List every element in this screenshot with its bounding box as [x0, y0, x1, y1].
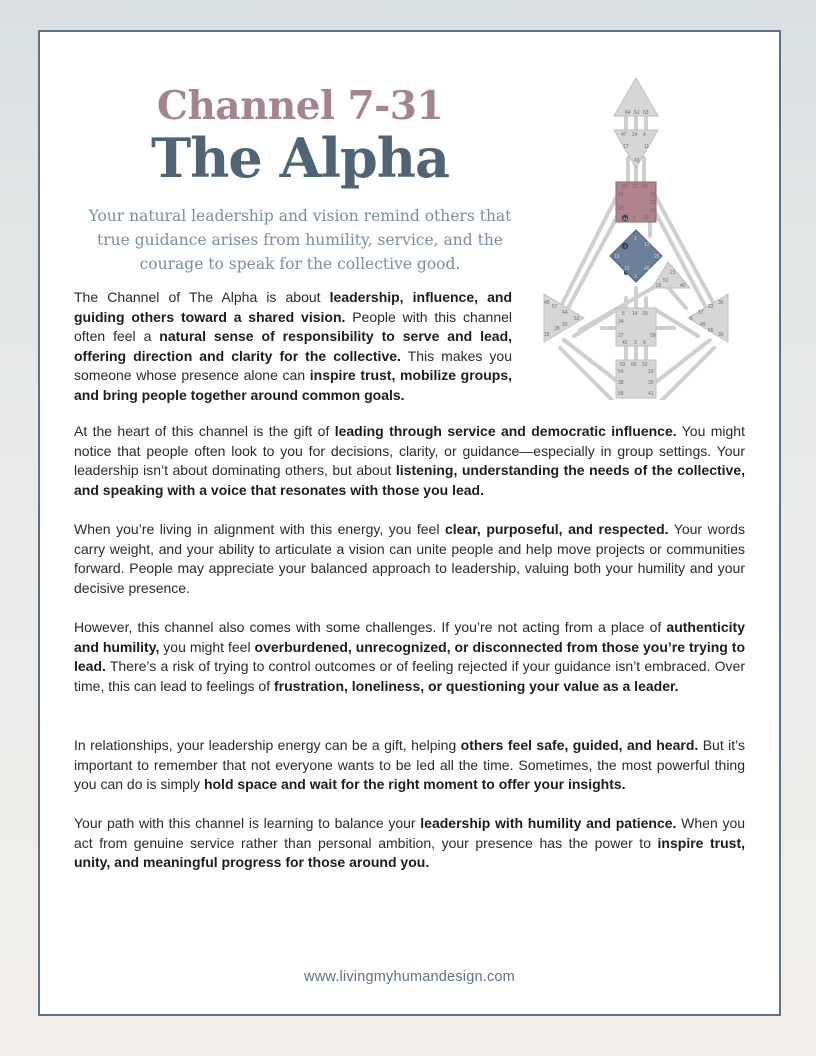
gate-label: 4 [643, 132, 646, 138]
body-text: The Channel of The Alpha is about [74, 289, 330, 305]
gate-label: 43 [634, 158, 640, 164]
paragraph-intro [74, 288, 512, 405]
gate-label: 64 [625, 110, 631, 116]
emphasis-text: leadership with humility and patience. [420, 815, 677, 831]
gate-label: 63 [643, 110, 649, 116]
body-text: But it’s important to remember that not everyone wants to be led all the time. Sometimes, the most powerful thing you can do is simply [74, 737, 745, 792]
paragraph-alignment [74, 520, 745, 598]
gate-label: 55 [708, 328, 714, 334]
gate-label: 6 [690, 316, 693, 322]
bodygraph-diagram [540, 78, 732, 400]
gate-label: 13 [644, 242, 650, 248]
emphasis-text: hold space and wait for the right moment to offer your insights. [203, 776, 626, 792]
emphasis-text: authenticity and humility, [74, 619, 745, 655]
emphasis-text: leading through service and democratic influence. [334, 423, 677, 439]
gate-label: 62 [622, 184, 628, 190]
emphasis-text: inspire trust, mobilize groups, and bring people together around common goals. [74, 367, 512, 403]
gate-label: 23 [632, 184, 638, 190]
gate-label: 29 [642, 311, 648, 317]
gate-label: 16 [618, 192, 624, 198]
body-text: You might notice that people often look to you for decisions, clarity, or guidance—especially in group settings. Your leadership isn’t about dominating others, but about [74, 423, 745, 478]
gate-label: 31 [623, 216, 628, 221]
emphasis-text: inspire trust, unity, and meaningful progress for those around you. [74, 834, 745, 870]
channel-name-title: The Alpha [150, 126, 450, 190]
body-text: In relationships, your leadership energy can be a gift, helping [74, 737, 461, 753]
body-text: Your words carry weight, and your ability to articulate a vision can unite people and help move projects or communities forward. People may appreciate your balanced approach to leadership, valuing both your humility and your decisive presence. [74, 521, 745, 596]
gate-label: 60 [631, 362, 637, 368]
gate-label: 27 [618, 333, 624, 339]
gate-label: 54 [618, 369, 624, 375]
body-text: Your path with this channel is learning to balance your [74, 815, 421, 831]
gate-label: 5 [622, 311, 625, 317]
gate-label: 7 [624, 244, 627, 249]
gate-label: 57 [552, 304, 558, 310]
gate-label: 18 [544, 332, 550, 338]
gate-label: 12 [650, 200, 656, 206]
gate-label: 2 [634, 274, 637, 280]
gate-label: 56 [642, 184, 648, 190]
gate-label: 26 [656, 283, 662, 289]
gate-label: 11 [644, 144, 650, 150]
gate-label: 25 [654, 254, 660, 260]
gate-label: 10 [614, 254, 620, 260]
paragraph-heart [74, 422, 745, 500]
gate-label: 48 [544, 300, 550, 306]
gate-label: 38 [618, 380, 624, 386]
gate-label: 33 [643, 215, 649, 221]
gate-label: 34 [618, 319, 624, 325]
gate-label: 22 [708, 304, 714, 310]
gate-label: 8 [633, 215, 636, 221]
gate-label: 49 [700, 322, 706, 328]
gate-label: 9 [643, 340, 646, 346]
gate-label: 61 [634, 110, 640, 116]
paragraph-path [74, 814, 745, 873]
emphasis-text: clear, purposeful, and respected. [444, 521, 669, 537]
emphasis-text: others feel safe, guided, and heard. [460, 737, 699, 753]
body-text: There’s a risk of trying to control outcomes or of feeling rejected if your guidance isn’t embraced. Over time, this can lead to feelings of [74, 658, 745, 694]
gate-label: 47 [621, 132, 627, 138]
gate-label: 21 [670, 270, 676, 276]
gate-label: 30 [718, 332, 724, 338]
gate-label: 53 [620, 362, 626, 368]
gate-label: 28 [554, 326, 560, 332]
gate-label: 46 [644, 266, 650, 272]
emphasis-text: leadership, influence, and guiding others toward a shared vision. [74, 289, 512, 325]
gate-label: 20 [618, 206, 624, 212]
body-text: This makes you someone whose presence alone can [74, 347, 512, 383]
gate-label: 15 [624, 266, 630, 272]
body-text: People with this channel often feel a [74, 308, 513, 344]
gate-label: 45 [650, 208, 656, 214]
gate-label: 50 [574, 316, 580, 322]
gate-label: 40 [680, 283, 686, 289]
gate-label: 36 [718, 300, 724, 306]
page-frame [38, 30, 781, 1016]
website-link[interactable]: www.livingmyhumandesign.com [304, 969, 515, 985]
emphasis-text: natural sense of responsibility to serve and lead, offering direction and clarity for the collective. [74, 328, 513, 364]
gate-label: 37 [698, 310, 704, 316]
gate-label: 32 [562, 322, 568, 328]
body-text: At the heart of this channel is the gift of [74, 423, 335, 439]
gate-label: 39 [648, 380, 654, 386]
gate-label: 3 [634, 340, 637, 346]
gate-label: 51 [663, 278, 669, 284]
gate-label: 24 [632, 132, 638, 138]
emphasis-text: overburdened, unrecognized, or disconnected from those you’re trying to lead. [74, 638, 746, 674]
gate-label: 59 [650, 333, 656, 339]
paragraph-challenges [74, 618, 745, 696]
gate-label: 14 [632, 311, 638, 317]
body-text: When you act from genuine service rather than personal ambition, your presence has the power to [74, 815, 746, 851]
emphasis-text: frustration, loneliness, or questioning your value as a leader. [274, 677, 679, 694]
body-text: When you’re living in alignment with this energy, you feel [74, 521, 445, 537]
gate-label: 1 [634, 236, 637, 242]
gate-label: 44 [562, 310, 568, 316]
gate-label: 35 [650, 192, 656, 198]
subtitle: Your natural leadership and vision remind others that true guidance arises from humility, service, and the courage to speak for the collective good. [88, 207, 512, 273]
body-text: However, this channel also comes with some challenges. If you’re not acting from a place of [74, 619, 667, 635]
gate-label: 41 [648, 391, 654, 397]
channel-number-title: Channel 7-31 [156, 83, 444, 129]
body-text: you might feel [159, 638, 255, 655]
gate-label: 19 [648, 369, 654, 375]
gate-label: 52 [642, 362, 648, 368]
gate-label: 58 [618, 391, 624, 397]
gate-label: 42 [622, 340, 628, 346]
gate-label: 17 [623, 144, 629, 150]
emphasis-text: listening, understanding the needs of the collective, and speaking with a voice that resonates with those you lead. [74, 462, 745, 498]
title-block [140, 84, 460, 188]
paragraph-relationships [74, 736, 745, 795]
